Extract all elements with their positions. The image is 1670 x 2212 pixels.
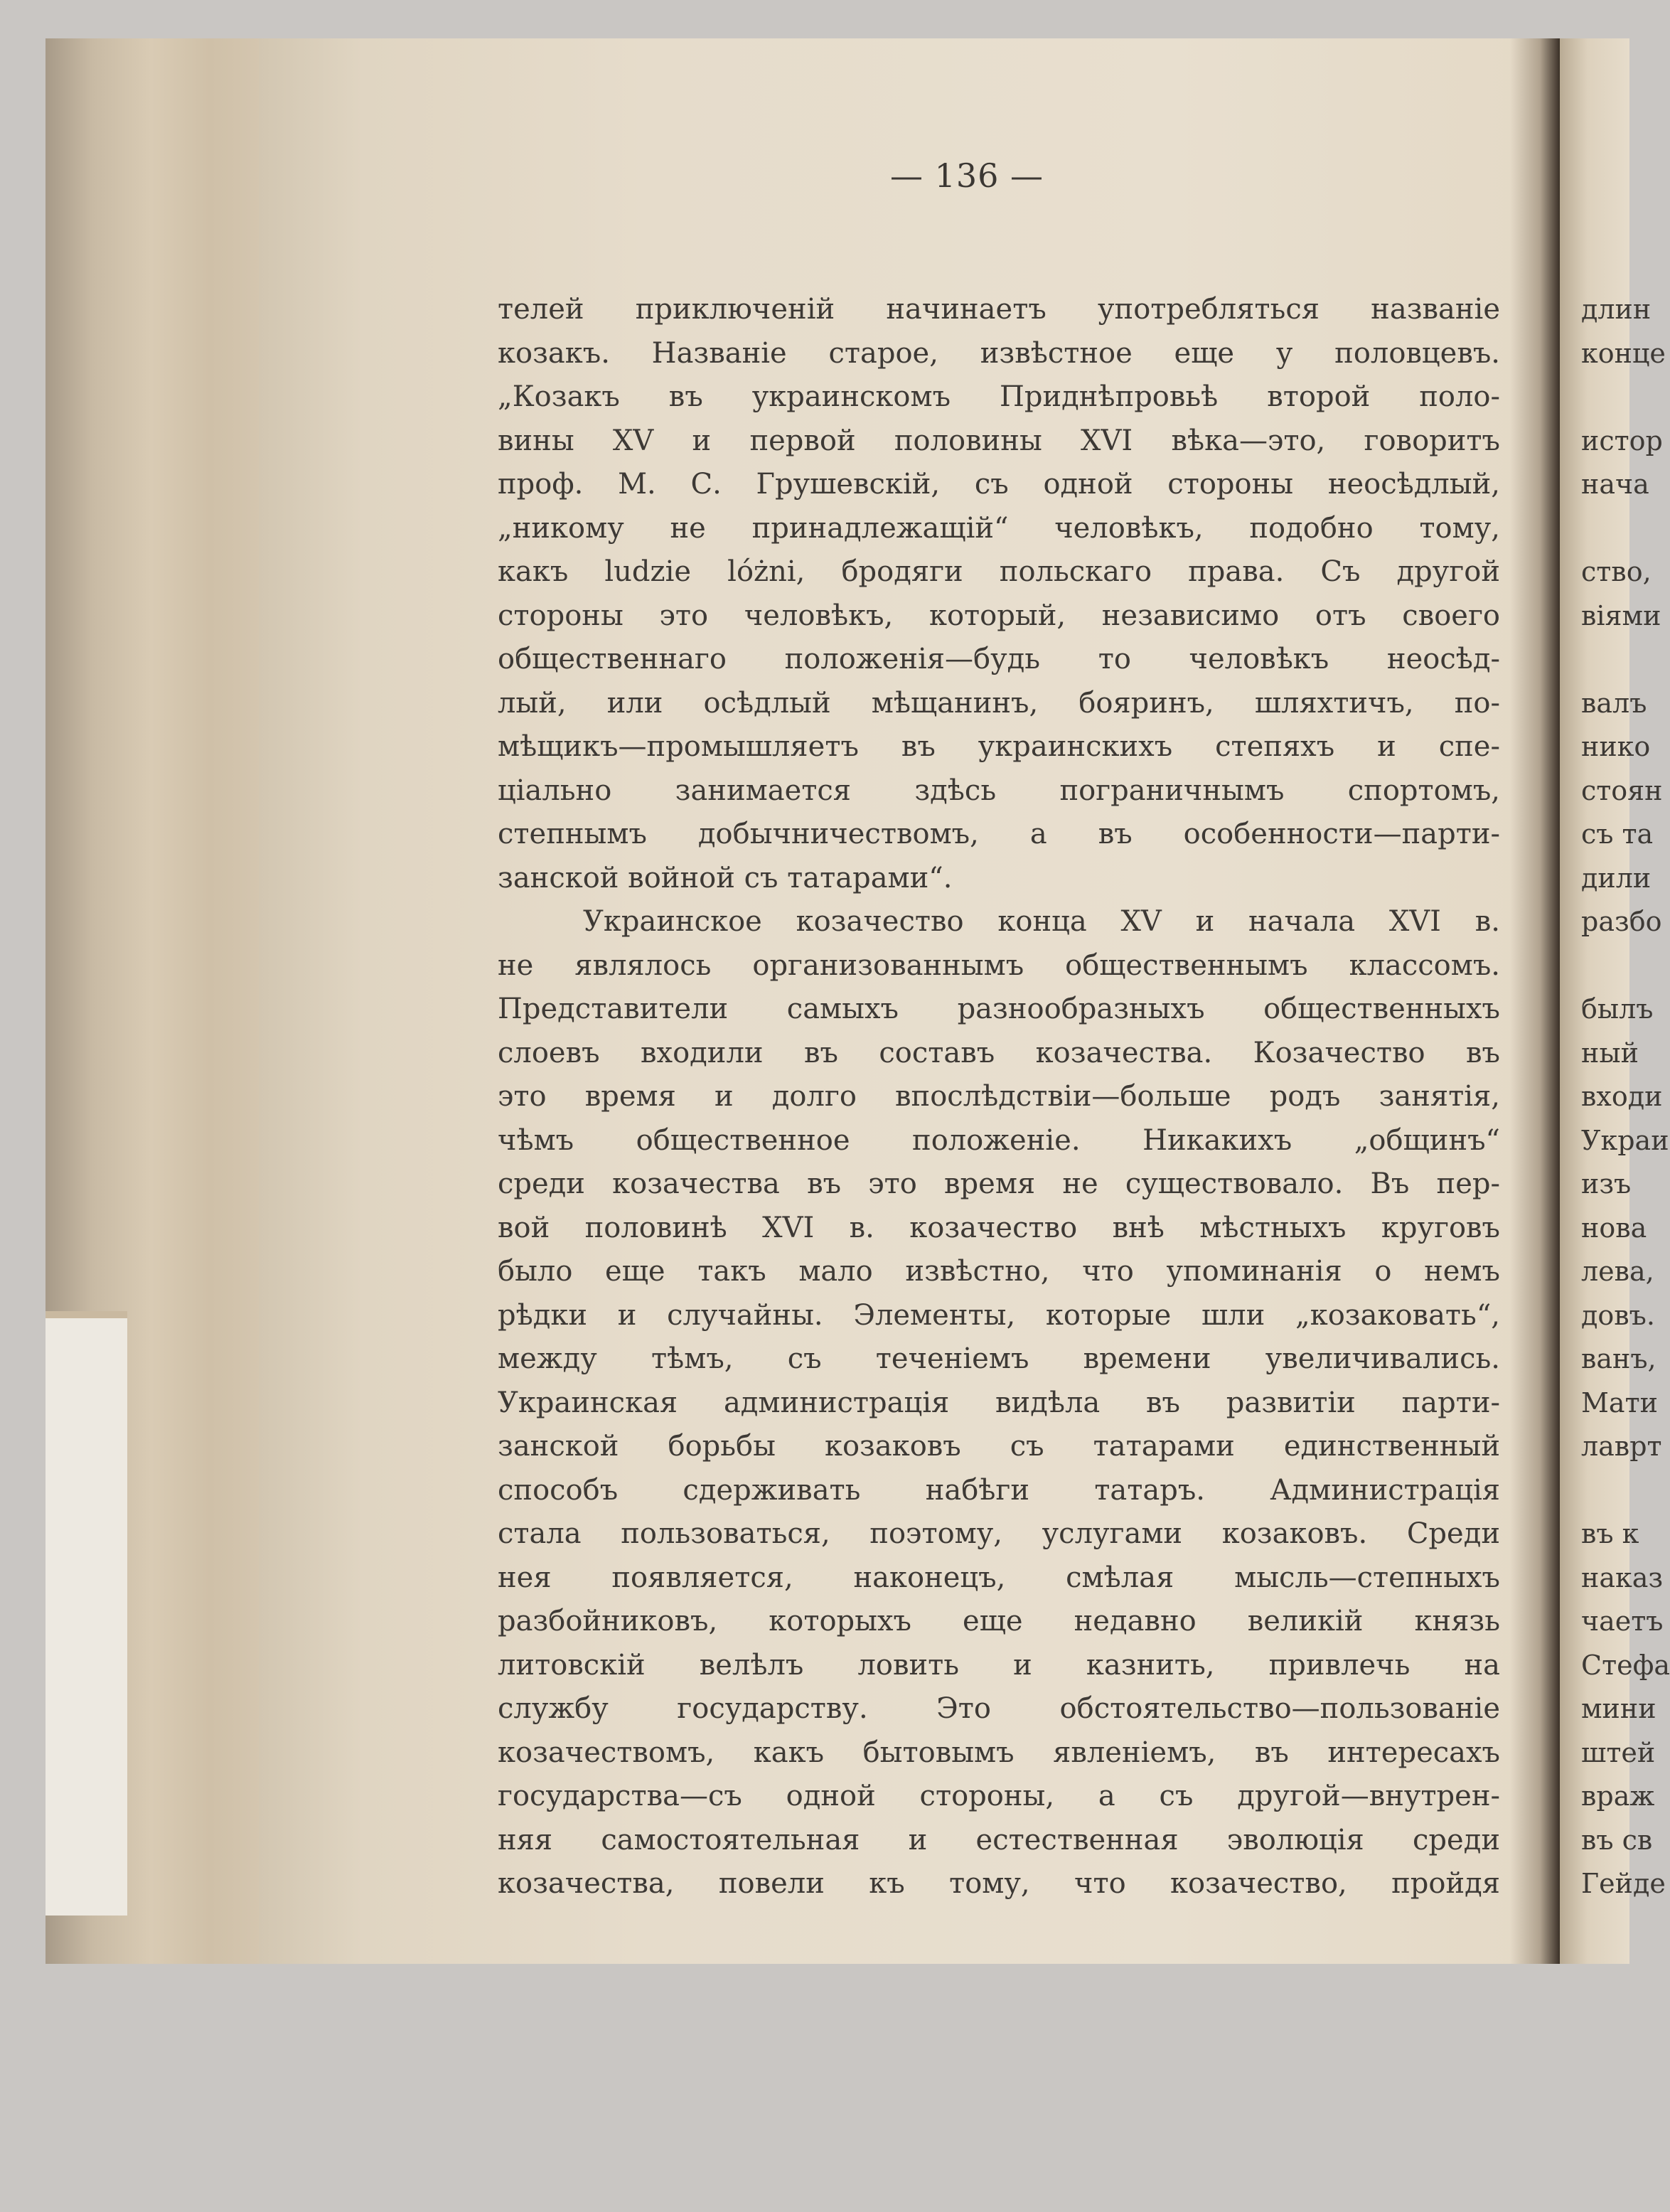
right-page-fragment: Стефа — [1581, 1649, 1670, 1681]
right-page-fragment: штей — [1581, 1736, 1656, 1768]
body-text — [498, 288, 1500, 1906]
page-number: — 136 — — [889, 156, 1044, 195]
right-page-fragment: въ св — [1581, 1824, 1653, 1856]
right-page-fragment: нова — [1581, 1212, 1647, 1244]
text-line: это время и долго впослѣдствіи—больше родъ занятія, — [498, 1080, 1500, 1113]
right-page-fragment: чаетъ — [1581, 1605, 1664, 1637]
text-line: козакъ. Названіе старое, извѣстное еще у половцевъ. — [498, 336, 1500, 370]
book-gutter — [1510, 38, 1560, 1964]
right-page-fragment: ванъ, — [1581, 1343, 1656, 1374]
text-line: степнымъ добычничествомъ, а въ особенности—парти- — [498, 818, 1500, 850]
text-line: вой половинѣ XVI в. козачество внѣ мѣстныхъ круговъ — [498, 1211, 1500, 1244]
text-line: Украинская администрація видѣла въ развитіи парти- — [498, 1386, 1500, 1419]
text-line: слоевъ входили въ составъ козачества. Козачество въ — [498, 1036, 1500, 1069]
text-line: телей приключеній начинаетъ употребляться названіе — [498, 293, 1500, 326]
right-page-fragment: дили — [1581, 862, 1652, 894]
text-line: не являлось организованнымъ общественнымъ классомъ. — [498, 949, 1500, 982]
right-page-fragment: мини — [1581, 1693, 1656, 1724]
text-line: службу государству. Это обстоятельство—пользованіе — [498, 1692, 1500, 1725]
right-page-fragment: съ та — [1581, 818, 1654, 850]
inserted-sheet — [46, 1311, 127, 1916]
right-page-fragment: лева, — [1581, 1256, 1654, 1287]
text-line: общественнаго положенія—будь то человѣкъ неосѣд- — [498, 643, 1500, 675]
right-page-fragment: длин — [1581, 294, 1652, 325]
text-line: ціально занимается здѣсь пограничнымъ спортомъ, — [498, 774, 1500, 807]
text-line: разбойниковъ, которыхъ еще недавно великій князь — [498, 1605, 1500, 1637]
text-line: рѣдки и случайны. Элементы, которые шли „козаковать“, — [498, 1298, 1500, 1332]
text-line: чѣмъ общественное положеніе. Никакихъ „общинъ“ — [498, 1123, 1500, 1157]
text-line: „Козакъ въ украинскомъ Приднѣпровьѣ второй поло- — [498, 380, 1500, 413]
text-line: среди козачества въ это время не существовало. Въ пер- — [498, 1168, 1500, 1200]
right-page-fragment: Мати — [1581, 1386, 1658, 1418]
text-line: литовскій велѣлъ ловить и казнить, привлечь на — [498, 1648, 1500, 1682]
right-page-fragment: ный — [1581, 1037, 1639, 1069]
text-line: мѣщикъ—промышляетъ въ украинскихъ степяхъ и спе- — [498, 730, 1500, 763]
right-page — [1560, 38, 1670, 1964]
text-line: козачества, повели къ тому, что козачество, пройдя — [498, 1867, 1500, 1900]
right-page-fragment: Гейде — [1581, 1868, 1666, 1899]
text-line: нея появляется, наконецъ, смѣлая мысль—степныхъ — [498, 1561, 1500, 1594]
text-line: Украинское козачество конца XV и начала XVI в. — [583, 905, 1500, 938]
text-line: проф. М. С. Грушевскій, съ одной стороны неосѣдлый, — [498, 468, 1500, 501]
text-line: занской войной съ татарами“. — [498, 861, 953, 894]
text-line: между тѣмъ, съ теченіемъ времени увеличивались. — [498, 1342, 1500, 1375]
text-line: способъ сдерживать набѣги татаръ. Администрація — [498, 1473, 1500, 1507]
right-page-fragment: входи — [1581, 1081, 1663, 1112]
right-page-fragment: віями — [1581, 599, 1661, 631]
text-line: няя самостоятельная и естественная эволюція среди — [498, 1823, 1500, 1856]
text-line: Представители самыхъ разнообразныхъ общественныхъ — [498, 993, 1500, 1025]
text-line: вины XV и первой половины XVI вѣка—это, говоритъ — [498, 424, 1500, 457]
text-line: козачествомъ, какъ бытовымъ явленіемъ, въ интересахъ — [498, 1736, 1500, 1769]
right-page-fragment: Украи — [1581, 1124, 1669, 1156]
text-line: лый, или осѣдлый мѣщанинъ, бояринъ, шляхтичъ, по- — [498, 686, 1500, 720]
text-line: было еще такъ мало извѣстно, что упоминанія о немъ — [498, 1255, 1500, 1288]
right-page-fragment: стоян — [1581, 774, 1663, 806]
text-line: „никому не принадлежащій“ человѣкъ, подобно тому, — [498, 511, 1500, 545]
right-page-fragment: конце — [1581, 337, 1666, 369]
right-page-fragment: истор — [1581, 424, 1663, 456]
right-page-fragment: нико — [1581, 731, 1651, 762]
text-line: стала пользоваться, поэтому, услугами козаковъ. Среди — [498, 1517, 1500, 1550]
right-page-fragment: наказ — [1581, 1561, 1664, 1593]
right-page-fragment: довъ. — [1581, 1299, 1655, 1331]
right-page-fragment: разбо — [1581, 906, 1662, 937]
text-line: государства—съ одной стороны, а съ другой—внутрен- — [498, 1780, 1500, 1812]
text-line: занской борьбы козаковъ съ татарами единственный — [498, 1430, 1500, 1463]
right-page-fragment: изъ — [1581, 1168, 1632, 1199]
right-page-fragment: въ к — [1581, 1518, 1639, 1549]
text-line: какъ ludzie lóżni, бродяги польскаго права. Съ другой — [498, 555, 1500, 588]
text-line: стороны это человѣкъ, который, независимо отъ своего — [498, 599, 1500, 632]
right-page-fragment: ство, — [1581, 556, 1652, 587]
right-page-fragment: враж — [1581, 1780, 1655, 1812]
right-page-fragment: лаврт — [1581, 1431, 1662, 1462]
right-page-fragment: нача — [1581, 469, 1649, 500]
right-page-fragment: валъ — [1581, 687, 1647, 719]
right-page-fragment: былъ — [1581, 993, 1654, 1025]
